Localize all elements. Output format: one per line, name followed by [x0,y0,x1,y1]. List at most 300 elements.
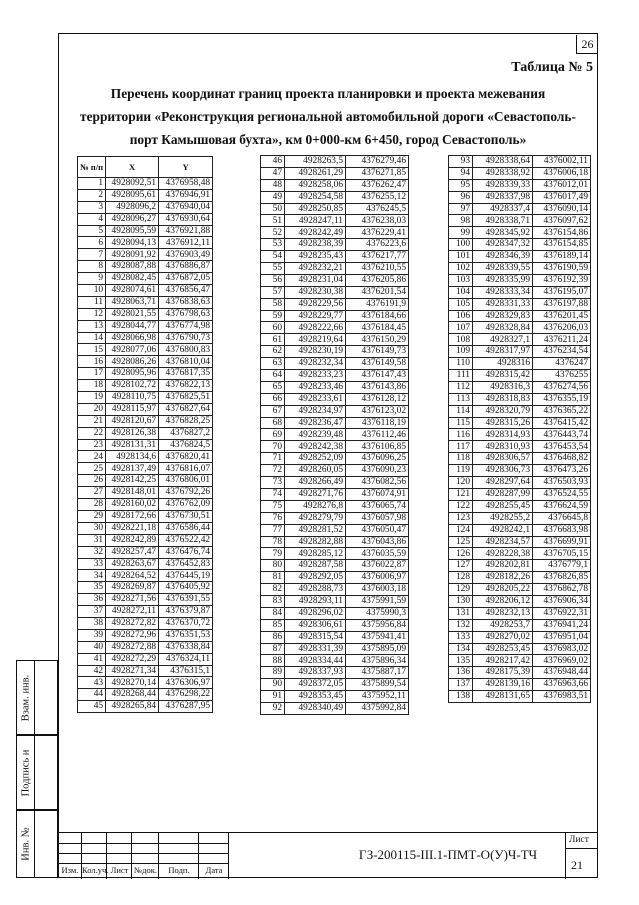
table-row [449,346,591,358]
coord-y: 4376828,25 [159,415,213,427]
point-number: 57 [261,286,285,298]
coord-y: 4376586,44 [159,522,213,534]
table-row [78,415,213,427]
side-label-vzam: Взам. инв. [20,674,31,721]
coord-y: 4376262,47 [346,179,409,191]
coord-y: 4376825,51 [159,392,213,404]
coord-y: 4376097,62 [533,215,591,227]
point-number: 125 [449,536,473,548]
coord-x: 4928096,27 [106,213,159,225]
coord-y: 4375887,17 [346,667,409,679]
coord-y: 4376983,51 [533,691,591,703]
coord-x: 4928234,57 [473,536,533,548]
coord-x: 4928347,32 [473,239,533,251]
table-row [261,405,409,417]
coord-y: 4376827,2 [159,427,213,439]
coord-y: 4376792,26 [159,487,213,499]
table-row [449,263,591,275]
coord-y: 4375991,59 [346,595,409,607]
point-number: 24 [78,451,106,463]
point-number: 1 [78,178,106,190]
coord-x: 4928315,26 [473,417,533,429]
side-label-podpis: Подпись и [20,749,31,796]
coord-table-1 [77,156,213,713]
point-number: 59 [261,310,285,322]
coord-y: 4376298,22 [159,689,213,701]
point-number: 7 [78,249,106,261]
point-number: 108 [449,334,473,346]
coord-x: 4928279,79 [285,512,346,524]
sheet-label: Лист [569,835,589,845]
coord-y: 4376903,49 [159,249,213,261]
coord-x: 4928096,2 [106,201,159,213]
point-number: 107 [449,322,473,334]
table-row [261,655,409,667]
coord-y: 4376150,29 [346,334,409,346]
stamp-header-list: Лист [110,865,129,875]
coord-x: 4928331,33 [473,298,533,310]
coord-y: 4376017,49 [533,191,591,203]
coord-x: 4928247,11 [285,215,346,227]
coord-y: 4376003,18 [346,584,409,596]
coord-x: 4928287,99 [473,488,533,500]
table-row [449,251,591,263]
coord-x: 4928087,88 [106,261,159,273]
point-number: 46 [261,156,285,168]
side-label-inv: Инв. № [20,827,31,861]
table-row [261,286,409,298]
point-number: 34 [78,570,106,582]
coord-x: 4928264,52 [106,570,159,582]
point-number: 58 [261,298,285,310]
side-block-inv [16,810,58,878]
coord-x: 4928086,26 [106,356,159,368]
coord-x: 4928255,45 [473,500,533,512]
table-row [449,334,591,346]
point-number: 117 [449,441,473,453]
coord-x: 4928110,75 [106,392,159,404]
coord-y: 4376524,55 [533,488,591,500]
table-row [449,572,591,584]
table-row [449,239,591,251]
table-row [261,584,409,596]
coord-x: 4928172,66 [106,510,159,522]
coord-y: 4376922,31 [533,607,591,619]
table-row [261,607,409,619]
table-row [449,548,591,560]
table-row [78,665,213,677]
coord-x: 4928232,34 [285,358,346,370]
table-row [449,595,591,607]
coord-y: 4376790,73 [159,332,213,344]
coord-x: 4928082,45 [106,273,159,285]
table-row [261,691,409,703]
table-row [261,322,409,334]
point-number: 128 [449,572,473,584]
coord-y: 4376624,59 [533,500,591,512]
coord-x: 4928306,73 [473,465,533,477]
coord-x: 4928238,39 [285,239,346,251]
coord-x: 4928293,11 [285,595,346,607]
point-number: 22 [78,427,106,439]
coord-y: 4376705,15 [533,548,591,560]
table-row [449,227,591,239]
coord-y: 4376645,8 [533,512,591,524]
point-number: 91 [261,691,285,703]
table-row [261,441,409,453]
coord-y: 4376452,83 [159,558,213,570]
coord-x: 4928263,67 [106,558,159,570]
point-number: 48 [261,179,285,191]
coord-x: 4928091,92 [106,249,159,261]
coord-x: 4928095,61 [106,189,159,201]
coord-y: 4376006,97 [346,572,409,584]
point-number: 90 [261,679,285,691]
point-number: 95 [449,179,473,191]
coord-x: 4928239,48 [285,429,346,441]
coord-x: 4928297,64 [473,477,533,489]
table-row [449,203,591,215]
coord-x: 4928126,38 [106,427,159,439]
table-row [261,667,409,679]
coord-x: 4928318,83 [473,393,533,405]
coord-x: 4928255,2 [473,512,533,524]
table-row [449,619,591,631]
coord-y: 4376946,91 [159,189,213,201]
coord-x: 4928339,33 [473,179,533,191]
table-row [261,453,409,465]
point-number: 89 [261,667,285,679]
coord-y: 4376306,97 [159,677,213,689]
table-row [261,263,409,275]
coord-y: 4376453,54 [533,441,591,453]
point-number: 44 [78,689,106,701]
table-row [261,429,409,441]
point-number: 131 [449,607,473,619]
table-row [78,606,213,618]
coord-x: 4928334,44 [285,655,346,667]
table-row [261,572,409,584]
point-number: 63 [261,358,285,370]
coord-x: 4928115,97 [106,403,159,415]
header-y: Y [159,157,213,178]
coord-x: 4928272,82 [106,617,159,629]
point-number: 61 [261,334,285,346]
point-number: 79 [261,548,285,560]
table-row [261,631,409,643]
coord-x: 4928242,1 [473,524,533,536]
point-number: 5 [78,225,106,237]
coord-x: 4928206,12 [473,595,533,607]
coord-y: 4376941,24 [533,619,591,631]
coord-y: 4376106,85 [346,441,409,453]
coord-x: 4928236,47 [285,417,346,429]
coord-y: 4376118,19 [346,417,409,429]
coord-y: 4376824,5 [159,439,213,451]
coord-y: 4376522,42 [159,534,213,546]
table-row [261,512,409,524]
point-number: 101 [449,251,473,263]
point-number: 16 [78,356,106,368]
point-number: 87 [261,643,285,655]
coord-y: 4376838,63 [159,296,213,308]
table-row [449,286,591,298]
coord-x: 4928242,38 [285,441,346,453]
coord-x: 4928258,06 [285,179,346,191]
table-row [261,179,409,191]
table-row [261,358,409,370]
title-line-3: порт Камышовая бухта», км 0+000-км 6+450, город Севастополь» [129,132,527,147]
table-row [449,179,591,191]
coord-y: 4376245,5 [346,203,409,215]
coord-x: 4928232,21 [285,263,346,275]
coord-x: 4928327,1 [473,334,533,346]
coord-x: 4928271,34 [106,665,159,677]
point-number: 106 [449,310,473,322]
point-number: 132 [449,619,473,631]
coord-x: 4928233,46 [285,381,346,393]
table-row [78,475,213,487]
table-row [449,584,591,596]
coord-y: 4376002,11 [533,156,591,168]
table-row [78,689,213,701]
table-row [78,380,213,392]
table-row [78,653,213,665]
coord-x: 4928044,77 [106,320,159,332]
coord-y: 4376774,98 [159,320,213,332]
point-number: 138 [449,691,473,703]
point-number: 6 [78,237,106,249]
table-row [78,201,213,213]
coord-x: 4928282,88 [285,536,346,548]
table-row [78,237,213,249]
point-number: 133 [449,631,473,643]
table-row [261,500,409,512]
coord-y: 4376779,1 [533,560,591,572]
table-row [78,510,213,522]
coord-x: 4928353,45 [285,691,346,703]
table-row [449,488,591,500]
point-number: 23 [78,439,106,451]
coord-x: 4928234,97 [285,405,346,417]
point-number: 26 [78,475,106,487]
table-row [449,381,591,393]
coord-y: 4376147,43 [346,370,409,382]
title-line-1: Перечень координат границ проекта планировки и проекта межевания [110,86,546,101]
coord-y: 4375990,3 [346,607,409,619]
table-row [78,546,213,558]
coord-y: 4376287,95 [159,701,213,713]
coord-x: 4928229,77 [285,310,346,322]
coord-x: 4928266,49 [285,477,346,489]
coord-x: 4928219,64 [285,334,346,346]
coord-y: 4376211,24 [533,334,591,346]
coord-x: 4928228,38 [473,548,533,560]
coord-y: 4376195,07 [533,286,591,298]
coord-x: 4928317,97 [473,346,533,358]
coord-y: 4376043,86 [346,536,409,548]
coord-x: 4928270,14 [106,677,159,689]
coord-x: 4928063,71 [106,296,159,308]
table-row [449,465,591,477]
coord-y: 4376948,44 [533,667,591,679]
point-number: 32 [78,546,106,558]
table-row [78,570,213,582]
coord-x: 4928131,65 [473,691,533,703]
point-number: 75 [261,500,285,512]
table-row [78,427,213,439]
table-row [449,524,591,536]
coord-x: 4928335,99 [473,274,533,286]
coord-x: 4928331,39 [285,643,346,655]
point-number: 3 [78,201,106,213]
coord-x: 4928271,56 [106,594,159,606]
point-number: 88 [261,655,285,667]
coord-y: 4376476,74 [159,546,213,558]
coord-x: 4928314,93 [473,429,533,441]
table-row [261,346,409,358]
coord-x: 4928139,16 [473,679,533,691]
point-number: 53 [261,239,285,251]
coord-y: 4376816,07 [159,463,213,475]
point-number: 113 [449,393,473,405]
coord-y: 4376205,86 [346,274,409,286]
point-number: 37 [78,606,106,618]
point-number: 49 [261,191,285,203]
point-number: 8 [78,261,106,273]
table-label: Таблица № 5 [511,60,593,75]
point-number: 65 [261,381,285,393]
coord-y: 4376365,22 [533,405,591,417]
coord-y: 4376951,04 [533,631,591,643]
coord-x: 4928221,18 [106,522,159,534]
point-number: 103 [449,274,473,286]
table-row [78,285,213,297]
coord-x: 4928315,42 [473,370,533,382]
coord-y: 4376912,11 [159,237,213,249]
table-row [261,417,409,429]
coord-y: 4376271,85 [346,167,409,179]
point-number: 29 [78,510,106,522]
coord-y: 4376930,64 [159,213,213,225]
coord-y: 4376192,39 [533,274,591,286]
header-x: X [106,157,159,178]
coord-x: 4928137,49 [106,463,159,475]
table-row [78,677,213,689]
point-number: 127 [449,560,473,572]
point-number: 64 [261,370,285,382]
point-number: 102 [449,263,473,275]
coord-y: 4376820,41 [159,451,213,463]
coord-x: 4928269,87 [106,582,159,594]
coord-y: 4376223,6 [346,239,409,251]
coord-x: 4928265,84 [106,701,159,713]
table-row [449,453,591,465]
stamp-header-koluch: Кол.уч. [82,865,109,875]
table-row [449,691,591,703]
table-row [261,488,409,500]
coord-x: 4928077,06 [106,344,159,356]
table-row [449,393,591,405]
coord-x: 4928338,71 [473,215,533,227]
point-number: 70 [261,441,285,453]
table-row [261,619,409,631]
coord-y: 4375896,34 [346,655,409,667]
coord-x: 4928148,01 [106,487,159,499]
point-number: 56 [261,274,285,286]
table-row [261,643,409,655]
point-number: 94 [449,167,473,179]
coord-x: 4928230,38 [285,286,346,298]
table-row [449,274,591,286]
coord-x: 4928242,89 [106,534,159,546]
table-row [78,308,213,320]
point-number: 84 [261,607,285,619]
coord-y: 4375899,54 [346,679,409,691]
table-row [449,512,591,524]
point-number: 40 [78,641,106,653]
point-number: 4 [78,213,106,225]
coord-x: 4928094,13 [106,237,159,249]
coord-x: 4928202,81 [473,560,533,572]
document-code: ГЗ-200115-III.1-ПМТ-О(У)Ч-ТЧ [358,847,538,862]
point-number: 15 [78,344,106,356]
coord-y: 4376096,25 [346,453,409,465]
coord-x: 4928233,61 [285,393,346,405]
coord-y: 4376154,85 [533,239,591,251]
table-row [449,441,591,453]
point-number: 51 [261,215,285,227]
table-row [261,334,409,346]
point-number: 33 [78,558,106,570]
point-number: 62 [261,346,285,358]
table-row [449,536,591,548]
coord-x: 4928281,52 [285,524,346,536]
coord-x: 4928253,7 [473,619,533,631]
table-row [261,156,409,168]
point-number: 82 [261,584,285,596]
coord-y: 4376473,26 [533,465,591,477]
coord-y: 4376800,83 [159,344,213,356]
coord-y: 4376229,41 [346,227,409,239]
coord-y: 4376762,09 [159,499,213,511]
coord-x: 4928285,12 [285,548,346,560]
table-row [78,439,213,451]
table-row [78,403,213,415]
title-line-2: территории «Реконструкция региональной автомобильной дороги «Севастополь- [80,109,576,124]
coord-x: 4928260,05 [285,465,346,477]
coord-x: 4928272,29 [106,653,159,665]
coord-y: 4376201,45 [533,310,591,322]
point-number: 100 [449,239,473,251]
coord-x: 4928333,34 [473,286,533,298]
coord-x: 4928134,6 [106,451,159,463]
point-number: 17 [78,368,106,380]
table-row [78,356,213,368]
point-number: 122 [449,500,473,512]
coord-y: 4376123,02 [346,405,409,417]
table-row [78,368,213,380]
table-row [78,392,213,404]
coord-y: 4376197,88 [533,298,591,310]
table-row [449,417,591,429]
table-row [261,167,409,179]
point-number: 14 [78,332,106,344]
point-number: 31 [78,534,106,546]
coord-y: 4376445,19 [159,570,213,582]
point-number: 54 [261,251,285,263]
table-row [449,477,591,489]
